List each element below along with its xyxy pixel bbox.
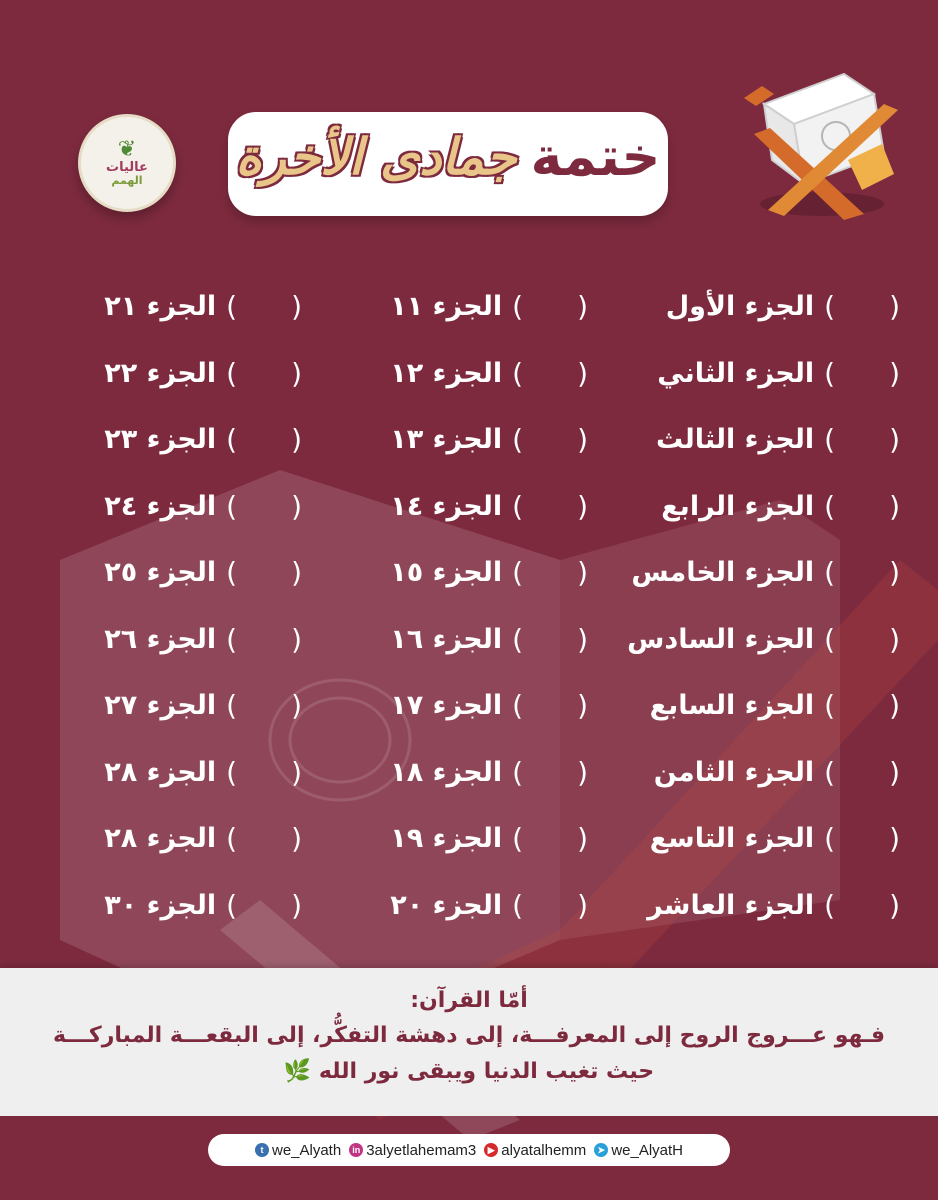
- open-paren: (: [577, 489, 588, 523]
- juz-label: الجزء ١٤: [390, 490, 503, 522]
- social-handle: we_Alyath: [271, 1141, 342, 1159]
- close-paren: ): [226, 290, 238, 323]
- juz-label: الجزء ٢٣: [104, 424, 217, 455]
- close-paren: ): [226, 888, 238, 922]
- juz-item[interactable]: [104, 357, 302, 390]
- juz-label: الجزء ٢٠: [390, 889, 503, 921]
- social-handle: 3alyetlahemam3: [366, 1141, 477, 1159]
- juz-item[interactable]: [104, 689, 302, 722]
- juz-item[interactable]: [390, 490, 588, 523]
- open-paren: (: [889, 423, 900, 456]
- open-paren: (: [291, 489, 302, 523]
- close-paren: ): [824, 822, 836, 855]
- juz-item[interactable]: [104, 623, 302, 656]
- close-paren: ): [824, 290, 836, 323]
- open-paren: (: [577, 689, 588, 722]
- juz-item[interactable]: [654, 756, 900, 789]
- open-paren: (: [291, 755, 302, 789]
- social-link[interactable]: [594, 1142, 683, 1159]
- juz-label: الجزء الخامس: [631, 557, 815, 588]
- juz-label: الجزء ٢٨: [104, 756, 217, 788]
- palm-tree-icon: ❦: [117, 137, 137, 162]
- juz-label: الجزء ٢٧: [104, 690, 217, 721]
- close-paren: ): [824, 423, 836, 456]
- juz-label: الجزء التاسع: [649, 823, 815, 854]
- juz-label: الجزء الرابع: [661, 490, 815, 522]
- juz-item[interactable]: [390, 889, 588, 922]
- close-paren: ): [824, 689, 836, 722]
- open-paren: (: [291, 822, 302, 855]
- close-paren: ): [226, 822, 238, 855]
- open-paren: (: [889, 290, 900, 323]
- social-link[interactable]: [349, 1142, 476, 1159]
- close-paren: ): [226, 689, 238, 722]
- open-paren: (: [291, 356, 302, 390]
- close-paren: ): [824, 755, 836, 789]
- youtube-icon: ▶: [484, 1143, 498, 1157]
- close-paren: ): [512, 622, 524, 656]
- tumblr-icon: t: [255, 1143, 269, 1157]
- close-paren: ): [226, 489, 238, 523]
- quote-line-2-wrap: [0, 1054, 938, 1090]
- close-paren: ): [824, 888, 836, 922]
- close-paren: ): [512, 822, 524, 855]
- juz-item[interactable]: [390, 357, 588, 390]
- juz-item[interactable]: [390, 756, 588, 789]
- juz-item[interactable]: [657, 357, 900, 390]
- open-paren: (: [291, 622, 302, 656]
- juz-item[interactable]: [104, 290, 302, 323]
- open-paren: (: [577, 423, 588, 456]
- close-paren: ): [226, 622, 238, 656]
- leaf-icon: 🌿: [283, 1059, 312, 1084]
- juz-label: الجزء السابع: [649, 690, 815, 721]
- juz-item[interactable]: [656, 423, 900, 456]
- juz-label: الجزء الثامن: [653, 756, 815, 788]
- open-paren: (: [291, 423, 302, 456]
- quote-line-1: فـهو عـــروج الروح إلى المعرفـــة، إلى دهشة التفكُّر، إلى البقعـــة المباركـــة: [53, 1023, 885, 1048]
- open-paren: (: [889, 489, 900, 523]
- title-word-month: جمادى الأخرة: [235, 126, 517, 186]
- juz-label: الجزء ٢١: [104, 291, 217, 322]
- close-paren: ): [512, 689, 524, 722]
- open-paren: (: [577, 755, 588, 789]
- close-paren: ): [512, 888, 524, 922]
- juz-label: الجزء ١٦: [390, 623, 503, 655]
- juz-item[interactable]: [390, 290, 588, 323]
- open-paren: (: [291, 689, 302, 722]
- open-paren: (: [889, 888, 900, 922]
- close-paren: ): [824, 489, 836, 523]
- close-paren: ): [226, 755, 238, 789]
- close-paren: ): [512, 423, 524, 456]
- juz-item[interactable]: [104, 423, 302, 456]
- juz-item[interactable]: [390, 822, 588, 855]
- quote: [0, 984, 938, 1090]
- juz-label: الجزء ١٥: [390, 557, 503, 588]
- juz-label: الجزء ١٩: [390, 823, 503, 854]
- close-paren: ): [512, 356, 524, 390]
- juz-item[interactable]: [104, 556, 302, 589]
- close-paren: ): [226, 356, 238, 390]
- juz-label: الجزء ١١: [390, 291, 503, 322]
- open-paren: (: [291, 556, 302, 589]
- close-paren: ): [512, 755, 524, 789]
- juz-label: الجزء ٢٤: [104, 490, 217, 522]
- open-paren: (: [889, 822, 900, 855]
- close-paren: ): [226, 423, 238, 456]
- social-link[interactable]: [484, 1142, 586, 1159]
- juz-label: الجزء الثالث: [656, 424, 815, 455]
- title-word-khatma: ختمة: [530, 124, 661, 188]
- close-paren: ): [824, 622, 836, 656]
- juz-item[interactable]: [661, 490, 900, 523]
- social-bar: [208, 1134, 730, 1166]
- juz-item[interactable]: [104, 756, 302, 789]
- open-paren: (: [577, 290, 588, 323]
- instagram-icon: in: [349, 1143, 363, 1157]
- close-paren: ): [512, 290, 524, 323]
- juz-label: الجزء ٢٢: [104, 357, 217, 389]
- close-paren: ): [512, 489, 524, 523]
- juz-item[interactable]: [390, 423, 588, 456]
- juz-label: الجزء السادس: [627, 623, 815, 655]
- juz-label: الجزء الأول: [665, 291, 815, 322]
- close-paren: ): [512, 556, 524, 589]
- open-paren: (: [291, 888, 302, 922]
- juz-item[interactable]: [631, 556, 900, 589]
- social-handle: alyatalhemm: [501, 1141, 587, 1159]
- open-paren: (: [577, 888, 588, 922]
- juz-item[interactable]: [650, 689, 900, 722]
- juz-label: الجزء ١٣: [390, 424, 503, 455]
- open-paren: (: [577, 356, 588, 390]
- open-paren: (: [889, 755, 900, 789]
- juz-label: الجزء ٣٠: [104, 889, 217, 921]
- open-paren: (: [291, 290, 302, 323]
- juz-item[interactable]: [390, 689, 588, 722]
- telegram-icon: ➤: [594, 1143, 608, 1157]
- juz-label: الجزء ١٨: [390, 756, 503, 788]
- quote-line-2: حيث تغيب الدنيا ويبقى نور الله: [318, 1059, 655, 1084]
- juz-item[interactable]: [104, 889, 302, 922]
- open-paren: (: [889, 356, 900, 390]
- juz-label: الجزء ٢٥: [104, 557, 217, 588]
- logo-text-2: الهمم: [111, 174, 143, 187]
- juz-item[interactable]: [104, 490, 302, 523]
- juz-label: الجزء ١٧: [390, 690, 503, 721]
- close-paren: ): [226, 556, 238, 589]
- juz-item[interactable]: [650, 822, 900, 855]
- open-paren: (: [889, 622, 900, 656]
- juz-label: الجزء ١٢: [390, 357, 503, 389]
- close-paren: ): [824, 556, 836, 589]
- open-paren: (: [889, 556, 900, 589]
- open-paren: (: [577, 556, 588, 589]
- juz-item[interactable]: [647, 889, 900, 922]
- social-handle: we_AlyatH: [611, 1141, 684, 1159]
- juz-item[interactable]: [627, 623, 900, 656]
- juz-item[interactable]: [666, 290, 900, 323]
- social-link[interactable]: [255, 1142, 341, 1159]
- juz-item[interactable]: [390, 556, 588, 589]
- juz-label: الجزء ٢٨: [104, 823, 217, 854]
- open-paren: (: [577, 822, 588, 855]
- juz-label: الجزء الثاني: [657, 357, 815, 389]
- close-paren: ): [824, 356, 836, 390]
- juz-label: الجزء العاشر: [647, 889, 815, 921]
- juz-label: الجزء ٢٦: [104, 623, 217, 655]
- logo-text-1: عاليات: [106, 160, 148, 175]
- quote-title: أمّا القرآن:: [410, 988, 528, 1013]
- juz-item[interactable]: [104, 822, 302, 855]
- open-paren: (: [889, 689, 900, 722]
- juz-item[interactable]: [390, 623, 588, 656]
- open-paren: (: [577, 622, 588, 656]
